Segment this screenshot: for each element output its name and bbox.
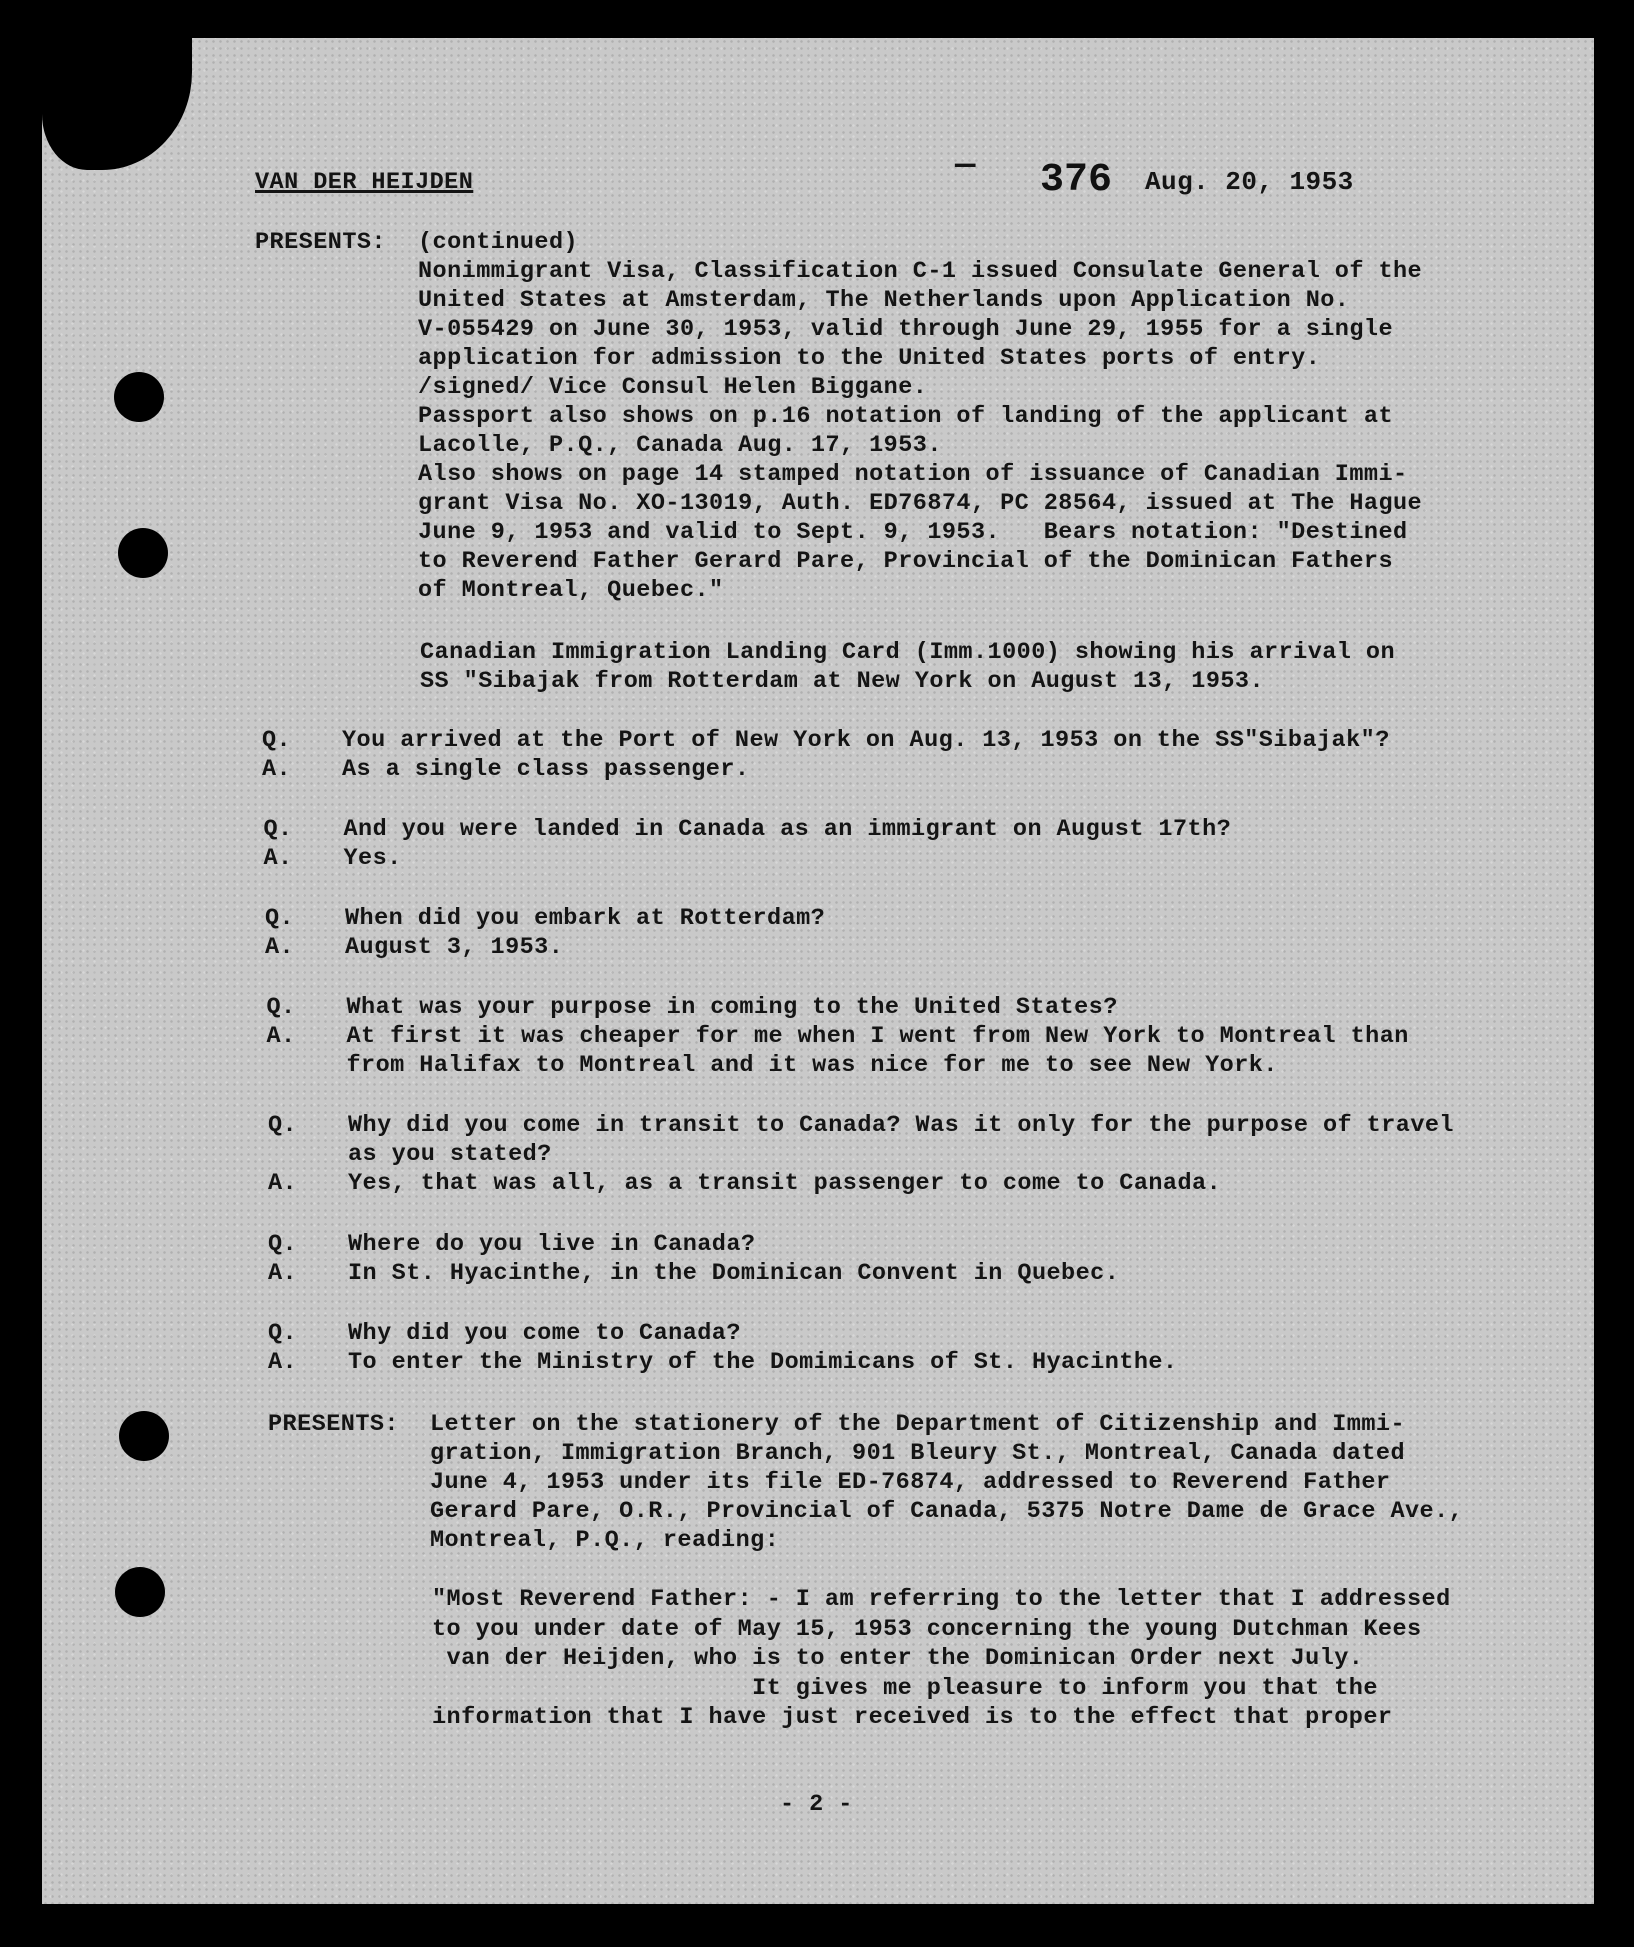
punch-hole — [114, 372, 164, 422]
question-label: Q. — [266, 994, 296, 1021]
answer-text: Yes. — [343, 845, 402, 872]
answer-text: To enter the Ministry of the Domimicans of St. Hyacinthe. — [348, 1349, 1178, 1376]
question-label: Q. — [263, 816, 293, 843]
visa-line: grant Visa No. XO-13019, Auth. ED76874, PC 28564, issued at The Hague — [418, 490, 1423, 517]
presents-continued: (continued) — [418, 229, 579, 256]
question-text: as you stated? — [348, 1141, 552, 1168]
answer-label: A. — [268, 1260, 298, 1287]
answer-label: A. — [268, 1349, 298, 1376]
answer-label: A. — [265, 934, 295, 961]
question-text: Where do you live in Canada? — [348, 1231, 756, 1258]
visa-line: /signed/ Vice Consul Helen Biggane. — [418, 374, 928, 401]
presents-label: PRESENTS: — [255, 229, 386, 256]
question-text: When did you embark at Rotterdam? — [345, 905, 826, 932]
visa-line: June 9, 1953 and valid to Sept. 9, 1953. Bears notation: "Destined — [418, 519, 1408, 546]
visa-line: application for admission to the United States ports of entry. — [418, 345, 1321, 372]
punch-hole — [119, 1411, 169, 1461]
answer-text: At first it was cheaper for me when I went from New York to Montreal than — [346, 1023, 1409, 1050]
question-label: Q. — [268, 1320, 298, 1347]
quoted-letter-line: It gives me pleasure to inform you that the — [432, 1674, 1378, 1702]
document-number: 376 — [1040, 158, 1113, 203]
punch-hole — [118, 528, 168, 578]
question-text: You arrived at the Port of New York on Aug. 13, 1953 on the SS"Sibajak"? — [342, 727, 1390, 754]
visa-line: of Montreal, Quebec." — [418, 577, 724, 604]
punch-hole — [115, 1567, 165, 1617]
visa-line: Lacolle, P.Q., Canada Aug. 17, 1953. — [418, 432, 942, 459]
question-text: What was your purpose in coming to the United States? — [346, 994, 1118, 1021]
case-name: VAN DER HEIJDEN — [255, 169, 474, 196]
visa-line: V-055429 on June 30, 1953, valid through June 29, 1955 for a single — [418, 316, 1394, 343]
answer-text: August 3, 1953. — [345, 934, 564, 961]
answer-label: A. — [263, 845, 293, 872]
quoted-letter-line: "Most Reverend Father: - I am referring to the letter that I addressed — [432, 1586, 1451, 1613]
answer-text: from Halifax to Montreal and it was nice for me to see New York. — [346, 1052, 1278, 1079]
visa-line: Also shows on page 14 stamped notation of issuance of Canadian Immi- — [418, 461, 1408, 488]
question-text: Why did you come in transit to Canada? Was it only for the purpose of travel — [348, 1112, 1454, 1139]
page-number: - 2 - — [780, 1791, 853, 1818]
letter-line: June 4, 1953 under its file ED-76874, addressed to Reverend Father — [430, 1469, 1391, 1496]
landing-card-line: Canadian Immigration Landing Card (Imm.1000) showing his arrival on — [420, 639, 1396, 666]
landing-card-line: SS "Sibajak from Rotterdam at New York on August 13, 1953. — [420, 668, 1265, 695]
answer-text: In St. Hyacinthe, in the Dominican Convent in Quebec. — [348, 1260, 1120, 1287]
answer-label: A. — [262, 756, 292, 783]
header-mark: — — [955, 147, 976, 185]
letter-line: Letter on the stationery of the Department of Citizenship and Immi- — [430, 1411, 1406, 1438]
letter-line: Gerard Pare, O.R., Provincial of Canada, 5375 Notre Dame de Grace Ave., — [430, 1498, 1464, 1525]
question-label: Q. — [268, 1112, 298, 1139]
document-date: Aug. 20, 1953 — [1145, 167, 1354, 197]
visa-line: Passport also shows on p.16 notation of landing of the applicant at — [418, 403, 1394, 430]
answer-text: As a single class passenger. — [342, 756, 750, 783]
question-text: Why did you come to Canada? — [348, 1320, 741, 1347]
question-label: Q. — [262, 727, 292, 754]
visa-line: United States at Amsterdam, The Netherlands upon Application No. — [418, 287, 1350, 314]
answer-text: Yes, that was all, as a transit passenger to come to Canada. — [348, 1170, 1222, 1197]
answer-label: A. — [266, 1023, 296, 1050]
quoted-letter-line: van der Heijden, who is to enter the Dominican Order next July. — [432, 1645, 1364, 1672]
question-text: And you were landed in Canada as an immigrant on August 17th? — [343, 816, 1232, 843]
visa-line: to Reverend Father Gerard Pare, Provincial of the Dominican Fathers — [418, 548, 1394, 575]
question-label: Q. — [265, 905, 295, 932]
letter-line: Montreal, P.Q., reading: — [430, 1527, 780, 1554]
letter-line: gration, Immigration Branch, 901 Bleury St., Montreal, Canada dated — [430, 1440, 1406, 1467]
visa-line: Nonimmigrant Visa, Classification C-1 issued Consulate General of the — [418, 258, 1423, 285]
question-label: Q. — [268, 1231, 298, 1258]
answer-label: A. — [268, 1170, 298, 1197]
quoted-letter-line: information that I have just received is to the effect that proper — [432, 1704, 1393, 1731]
presents2-label: PRESENTS: — [268, 1411, 399, 1438]
quoted-letter-line: to you under date of May 15, 1953 concerning the young Dutchman Kees — [432, 1615, 1422, 1643]
